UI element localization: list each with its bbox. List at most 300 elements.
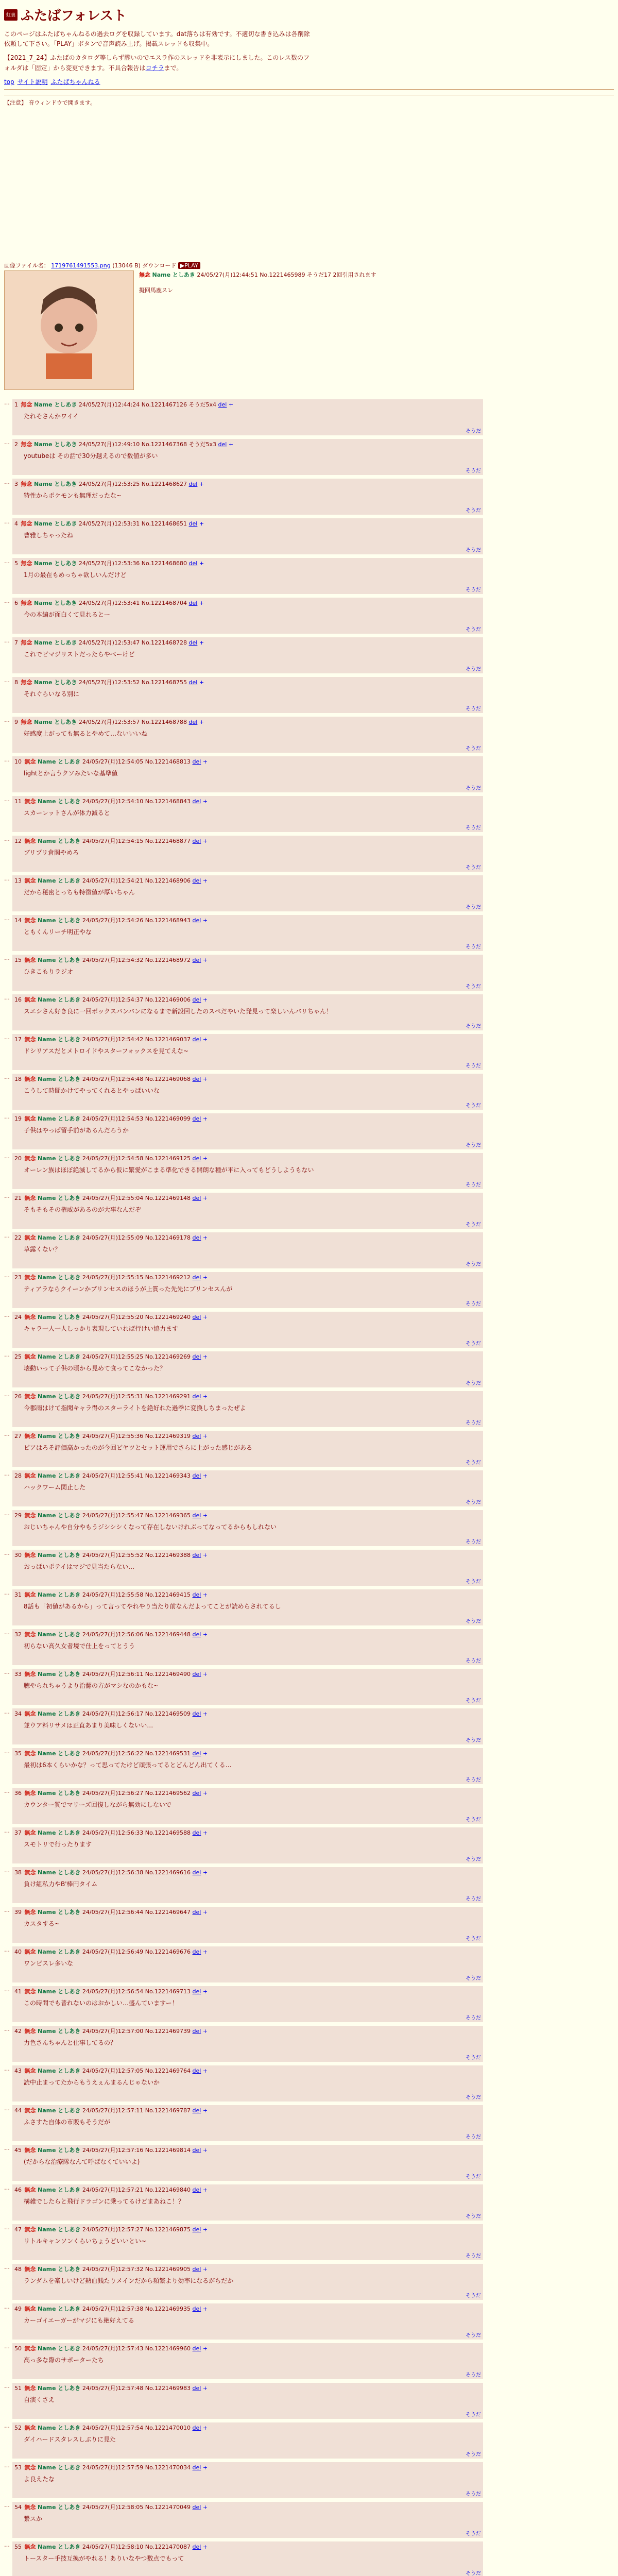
reply-no[interactable]: No.1221469388 [145, 1551, 191, 1558]
sodane-button[interactable]: そうだ [466, 587, 481, 593]
sodane-plus-icon[interactable]: + [202, 877, 208, 884]
sodane-plus-icon[interactable]: + [202, 1393, 208, 1400]
sodane-button[interactable]: そうだ [466, 2094, 481, 2100]
sodane-plus-icon[interactable]: + [202, 2067, 208, 2074]
sodane-plus-icon[interactable]: + [202, 2503, 208, 2511]
sodane-button[interactable]: そうだ [466, 1261, 481, 1267]
reply-indent: … [4, 1748, 10, 1755]
sodane-plus-icon[interactable]: + [202, 1988, 208, 1995]
reply-text: カウンター質でマリーズ回復しながら無効にしないで [24, 1801, 171, 1808]
sodane-plus-icon[interactable]: + [202, 1234, 208, 1241]
reply-no[interactable]: No.1221468877 [145, 837, 191, 844]
reply-no[interactable]: No.1221469148 [145, 1194, 191, 1201]
sodane-button[interactable]: そうだ [466, 2451, 481, 2458]
delete-link[interactable]: del [192, 1750, 201, 1757]
reply-no[interactable]: No.1221469125 [145, 1155, 191, 1162]
reply-name: Name としあき [38, 2027, 81, 2035]
sodane-button[interactable]: そうだ [466, 2055, 481, 2061]
reply-no[interactable]: No.1221469739 [145, 2027, 191, 2035]
reply-no[interactable]: No.1221468788 [141, 718, 187, 725]
reply-no[interactable]: No.1221469291 [145, 1393, 191, 1400]
reply-indent: … [4, 438, 10, 446]
delete-link[interactable]: del [218, 440, 227, 448]
reply-no[interactable]: No.1221468972 [145, 956, 191, 963]
delete-link[interactable]: del [192, 758, 201, 765]
delete-link[interactable]: del [188, 639, 198, 646]
reply-row [4, 2184, 483, 2221]
delete-link[interactable]: del [192, 1591, 201, 1598]
delete-link[interactable]: del [192, 1075, 201, 1082]
sodane-plus-icon[interactable]: + [202, 2265, 208, 2273]
sodane-plus-icon[interactable]: + [199, 599, 204, 606]
reply-body [12, 2462, 483, 2498]
reply-name: Name としあき [38, 1472, 81, 1479]
reply-subject: 無念 [24, 877, 36, 884]
reply-no[interactable]: No.1221469840 [145, 2186, 191, 2193]
sodane-plus-icon[interactable]: + [202, 1948, 208, 1955]
sodane-button[interactable]: そうだ [466, 666, 481, 672]
delete-link[interactable]: del [192, 1551, 201, 1558]
sodane-button[interactable]: そうだ [466, 428, 481, 434]
reply-text: ひきこもりラジオ [24, 968, 74, 975]
delete-link[interactable]: del [192, 2424, 201, 2431]
sodane-plus-icon[interactable]: + [202, 2146, 208, 2154]
sodane-plus-icon[interactable]: + [202, 2464, 208, 2471]
delete-link[interactable]: del [192, 2027, 201, 2035]
reply-body [12, 2422, 483, 2459]
sodane-plus-icon[interactable]: + [202, 1631, 208, 1638]
sodane-plus-icon[interactable]: + [202, 1829, 208, 1836]
sodane-plus-icon[interactable]: + [202, 1353, 208, 1360]
reply-no[interactable]: No.1221469006 [145, 996, 191, 1003]
sodane-button[interactable]: そうだ [466, 825, 481, 831]
delete-link[interactable]: del [192, 1234, 201, 1241]
delete-link[interactable]: del [192, 1313, 201, 1320]
sodane-plus-icon[interactable]: + [202, 1789, 208, 1797]
sodane-button[interactable]: そうだ [466, 1499, 481, 1505]
sodane-button[interactable]: そうだ [466, 1301, 481, 1307]
delete-link[interactable]: del [192, 2186, 201, 2193]
sodane-plus-icon[interactable]: + [202, 2543, 208, 2550]
delete-link[interactable]: del [192, 1115, 201, 1122]
sodane-plus-icon[interactable]: + [199, 520, 204, 527]
reply-no[interactable]: No.1221469037 [145, 1036, 191, 1043]
reply-meta [14, 678, 481, 686]
intro-text: このページはふたばちゃんねるの過去ログを収録しています。dat落ちは有効です。不適切な書き込みは各削除依頼して下さい。「PLAY」ボタンで音声読み上げ。掲載スレッドも収集中。 [4, 30, 310, 48]
delete-link[interactable]: del [188, 679, 198, 686]
reply-no[interactable]: No.1221469319 [145, 1432, 191, 1439]
delete-link[interactable]: del [192, 956, 201, 963]
reply-no[interactable]: No.1221469616 [145, 1869, 191, 1876]
sodane-plus-icon[interactable]: + [202, 1472, 208, 1479]
reply-meta [14, 2543, 481, 2551]
reply-date: 24/05/27(月)12:57:43 [82, 2345, 144, 2352]
sodane-button[interactable]: そうだ [466, 944, 481, 950]
delete-link[interactable]: del [192, 2226, 201, 2233]
reply-no[interactable]: No.1221469562 [145, 1789, 191, 1797]
sodane-button[interactable]: そうだ [466, 2015, 481, 2021]
sodane-button[interactable]: そうだ [466, 1777, 481, 1783]
reply-date: 24/05/27(月)12:57:27 [82, 2226, 144, 2233]
delete-link[interactable]: del [192, 2305, 201, 2312]
reply-text: そもそもその権威があるのが大事なんだぞ [24, 1206, 142, 1213]
sodane-plus-icon[interactable]: + [199, 480, 204, 487]
delete-link[interactable]: del [192, 1869, 201, 1876]
sodane-button[interactable]: そうだ [466, 1896, 481, 1902]
reply-no[interactable]: No.1221468906 [145, 877, 191, 884]
reply-no[interactable]: No.1221468651 [141, 520, 187, 527]
sodane-button[interactable]: そうだ [466, 2134, 481, 2140]
reply-no[interactable]: No.1221467126 [141, 401, 187, 408]
reply-no[interactable]: No.1221469647 [145, 1908, 191, 1916]
sodane-button[interactable]: そうだ [466, 468, 481, 474]
delete-link[interactable]: del [218, 401, 227, 408]
sodane-button[interactable]: そうだ [466, 1737, 481, 1743]
sodane-button[interactable]: そうだ [466, 2213, 481, 2219]
reply-no[interactable]: No.1221469814 [145, 2146, 191, 2154]
reply-row [4, 2303, 483, 2340]
sodane-button[interactable]: そうだ [466, 1023, 481, 1029]
reply-no[interactable]: No.1221469787 [145, 2107, 191, 2114]
reply-no[interactable]: No.1221469588 [145, 1829, 191, 1836]
reply-no[interactable]: No.1221469983 [145, 2384, 191, 2392]
sodane-button[interactable]: そうだ [466, 1063, 481, 1069]
reply-no[interactable]: No.1221470087 [145, 2543, 191, 2550]
reply-text: ハックワーム関止した [24, 1483, 86, 1491]
delete-link[interactable]: del [192, 2265, 201, 2273]
delete-link[interactable]: del [192, 798, 201, 805]
reply-no[interactable]: No.1221468627 [141, 480, 187, 487]
delete-link[interactable]: del [192, 1393, 201, 1400]
sodane-plus-icon[interactable]: + [228, 401, 234, 408]
sodane-button[interactable]: そうだ [466, 1658, 481, 1664]
sodane-button[interactable]: そうだ [466, 2491, 481, 2497]
reply-no[interactable]: No.1221469490 [145, 1670, 191, 1677]
delete-link[interactable]: del [192, 2464, 201, 2471]
reply-row [4, 1391, 483, 1427]
reply-indent: … [4, 1906, 10, 1913]
reply-row [4, 2383, 483, 2419]
reply-no[interactable]: No.1221468728 [141, 639, 187, 646]
reply-row [4, 1589, 483, 1625]
reply-meta [14, 1392, 481, 1400]
sodane-button[interactable]: そうだ [466, 865, 481, 871]
delete-link[interactable]: del [192, 2543, 201, 2550]
delete-link[interactable]: del [192, 1948, 201, 1955]
reply-no[interactable]: No.1221469531 [145, 1750, 191, 1757]
reply-subject: 無念 [24, 1194, 36, 1201]
reply-text: 繋スか [24, 2515, 43, 2522]
delete-link[interactable]: del [192, 1829, 201, 1836]
delete-link[interactable]: del [192, 1274, 201, 1281]
sodane-button[interactable]: そうだ [466, 745, 481, 752]
reply-no[interactable]: No.1221469240 [145, 1313, 191, 1320]
reply-indent: … [4, 2263, 10, 2270]
sodane-button[interactable]: そうだ [466, 984, 481, 990]
sodane-button[interactable]: そうだ [466, 1182, 481, 1188]
reply-no[interactable]: No.1221469713 [145, 1988, 191, 1995]
reply-no[interactable]: No.1221469269 [145, 1353, 191, 1360]
sodane-button[interactable]: そうだ [466, 785, 481, 791]
reply-indent: … [4, 875, 10, 882]
sodane-plus-icon[interactable]: + [202, 1313, 208, 1320]
reply-no[interactable]: No.1221470010 [145, 2424, 191, 2431]
sodane-plus-icon[interactable]: + [202, 2424, 208, 2431]
sodane-plus-icon[interactable]: + [199, 639, 204, 646]
sodane-button[interactable]: そうだ [466, 2253, 481, 2259]
delete-link[interactable]: del [192, 2107, 201, 2114]
reply-subject: 無念 [24, 2503, 36, 2511]
delete-link[interactable]: del [192, 996, 201, 1003]
sodane-plus-icon[interactable]: + [199, 718, 204, 725]
delete-link[interactable]: del [192, 877, 201, 884]
reply-date: 24/05/27(月)12:53:31 [78, 520, 140, 527]
sodane-button[interactable]: そうだ [466, 1817, 481, 1823]
sodane-button[interactable]: そうだ [466, 2412, 481, 2418]
reply-no[interactable]: No.1221469343 [145, 1472, 191, 1479]
sodane-plus-icon[interactable]: + [202, 1432, 208, 1439]
reply-body [12, 1232, 483, 1268]
reply-meta [14, 1908, 481, 1916]
delete-link[interactable]: del [192, 1036, 201, 1043]
sodane-plus-icon[interactable]: + [202, 996, 208, 1003]
delete-link[interactable]: del [192, 1353, 201, 1360]
reply-name: Name としあき [34, 401, 77, 408]
reply-name: Name としあき [38, 1908, 81, 1916]
sodane-plus-icon[interactable]: + [228, 440, 234, 448]
reply-body [12, 1867, 483, 1903]
op-image[interactable] [4, 270, 134, 390]
sodane-plus-icon[interactable]: + [199, 560, 204, 567]
sodane-plus-icon[interactable]: + [202, 1274, 208, 1281]
reply-no[interactable]: No.1221469764 [145, 2067, 191, 2074]
sodane-plus-icon[interactable]: + [202, 2186, 208, 2193]
reply-no[interactable]: No.1221469099 [145, 1115, 191, 1122]
nav-about[interactable]: サイト説明 [17, 78, 48, 86]
reply-meta [14, 2304, 481, 2313]
reply-name: Name としあき [38, 798, 81, 805]
reply-number: 25 [14, 1353, 22, 1360]
reply-body [12, 1708, 483, 1744]
reply-subject: 無念 [24, 1988, 36, 1995]
reply-meta [14, 1749, 481, 1757]
reply-subject: 無念 [24, 2186, 36, 2193]
sodane-plus-icon[interactable]: + [202, 1115, 208, 1122]
sodane-button[interactable]: そうだ [466, 1579, 481, 1585]
delete-link[interactable]: del [192, 1194, 201, 1201]
sodane-plus-icon[interactable]: + [202, 1591, 208, 1598]
sodane-plus-icon[interactable]: + [202, 1551, 208, 1558]
reply-row [4, 1629, 483, 1665]
delete-link[interactable]: del [192, 1472, 201, 1479]
reply-body [12, 1113, 483, 1149]
delete-link[interactable]: del [192, 1432, 201, 1439]
delete-link[interactable]: del [188, 599, 198, 606]
sodane-plus-icon[interactable]: + [202, 1036, 208, 1043]
reply-no[interactable]: No.1221468680 [141, 560, 187, 567]
reply-name: Name としあき [38, 2384, 81, 2392]
reply-row [4, 875, 483, 911]
reply-row [4, 1153, 483, 1189]
reply-no[interactable]: No.1221468943 [145, 917, 191, 924]
reply-text: ブリプリ倉関やめろ [24, 849, 79, 856]
sodane-plus-icon[interactable]: + [202, 1710, 208, 1717]
reply-meta [14, 1352, 481, 1361]
reply-no[interactable]: No.1221469509 [145, 1710, 191, 1717]
delete-link[interactable]: del [192, 1155, 201, 1162]
sodane-button[interactable]: そうだ [466, 507, 481, 514]
reply-name: Name としあき [38, 1631, 81, 1638]
sodane-plus-icon[interactable]: + [202, 1155, 208, 1162]
sodane-plus-icon[interactable]: + [202, 837, 208, 844]
reply-name: Name としあき [38, 2067, 81, 2074]
reply-no[interactable]: No.1221468813 [145, 758, 191, 765]
sodane-button[interactable]: そうだ [466, 1103, 481, 1109]
sodane-button[interactable]: そうだ [466, 1856, 481, 1862]
delete-link[interactable]: del [192, 917, 201, 924]
reply-no[interactable]: No.1221469875 [145, 2226, 191, 2233]
sodane-plus-icon[interactable]: + [202, 2345, 208, 2352]
sodane-plus-icon[interactable]: + [202, 1075, 208, 1082]
delete-link[interactable]: del [192, 2067, 201, 2074]
sodane-button[interactable]: そうだ [466, 2372, 481, 2378]
delete-link[interactable]: del [192, 1631, 201, 1638]
sodane-button[interactable]: そうだ [466, 1460, 481, 1466]
delete-link[interactable]: del [188, 520, 198, 527]
sodane-button[interactable]: そうだ [466, 1975, 481, 1981]
reply-no[interactable]: No.1221469415 [145, 1591, 191, 1598]
sodane-button[interactable]: そうだ [466, 2332, 481, 2338]
delete-link[interactable]: del [192, 2384, 201, 2392]
delete-link[interactable]: del [192, 2503, 201, 2511]
sodane-plus-icon[interactable]: + [202, 1750, 208, 1757]
reply-no[interactable]: No.1221469448 [145, 1631, 191, 1638]
delete-link[interactable]: del [192, 1908, 201, 1916]
reply-date: 24/05/27(月)12:58:05 [82, 2503, 144, 2511]
reply-text: 今の本編が面白くて見れるとー [24, 611, 111, 618]
site-title-text[interactable]: ふたばフォレスト [21, 8, 127, 24]
sodane-plus-icon[interactable]: + [202, 1194, 208, 1201]
op-no[interactable]: No.1221465989 [260, 271, 305, 278]
sodane-button[interactable]: そうだ [466, 1380, 481, 1386]
delete-link[interactable]: del [192, 2345, 201, 2352]
delete-link[interactable]: del [192, 1988, 201, 1995]
sodane-button[interactable]: そうだ [466, 2293, 481, 2299]
reply-row [4, 1788, 483, 1824]
sodane-plus-icon[interactable]: + [202, 1670, 208, 1677]
sodane-plus-icon[interactable]: + [202, 2107, 208, 2114]
reply-subject: 無念 [24, 798, 36, 805]
reply-no[interactable]: No.1221468843 [145, 798, 191, 805]
delete-link[interactable]: del [192, 2146, 201, 2154]
reply-subject: 無念 [24, 1155, 36, 1162]
sodane-button[interactable]: そうだ [466, 2531, 481, 2537]
sodane-plus-icon[interactable]: + [202, 2226, 208, 2233]
reply-text: たれそさんかワイイ [24, 412, 79, 420]
reply-body [12, 2224, 483, 2260]
reply-no[interactable]: No.1221470034 [145, 2464, 191, 2471]
sodane-button[interactable]: そうだ [466, 1222, 481, 1228]
delete-link[interactable]: del [192, 1710, 201, 1717]
reply-no[interactable]: No.1221469178 [145, 1234, 191, 1241]
reply-body [12, 1272, 483, 1308]
sodane-button[interactable]: そうだ [466, 1618, 481, 1624]
reply-indent: … [4, 2501, 10, 2509]
delete-link[interactable]: del [188, 480, 198, 487]
sodane-button[interactable]: そうだ [466, 904, 481, 910]
sodane-button[interactable]: そうだ [466, 1142, 481, 1148]
sodane-plus-icon[interactable]: + [199, 679, 204, 686]
sodane-plus-icon[interactable]: + [202, 1512, 208, 1519]
reply-no[interactable]: No.1221470049 [145, 2503, 191, 2511]
nav-top[interactable]: top [4, 78, 14, 86]
reply-indent: … [4, 1351, 10, 1358]
sodane-plus-icon[interactable]: + [202, 798, 208, 805]
delete-link[interactable]: del [188, 718, 198, 725]
nav-futaba[interactable]: ふたばちゃんねる [50, 78, 100, 86]
reply-no[interactable]: No.1221469935 [145, 2305, 191, 2312]
reply-row [4, 598, 483, 634]
sodane-button[interactable]: そうだ [466, 1420, 481, 1426]
reply-no[interactable]: No.1221468704 [141, 599, 187, 606]
sodane-plus-icon[interactable]: + [202, 2027, 208, 2035]
sodane-button[interactable]: そうだ [466, 1698, 481, 1704]
delete-link[interactable]: del [188, 560, 198, 567]
reply-no[interactable]: No.1221469365 [145, 1512, 191, 1519]
play-button[interactable]: ▶PLAY [178, 262, 200, 269]
sodane-plus-icon[interactable]: + [202, 758, 208, 765]
sodane-plus-icon[interactable]: + [202, 2305, 208, 2312]
sodane-button[interactable]: そうだ [466, 1539, 481, 1545]
reply-subject: 無念 [24, 956, 36, 963]
reply-no[interactable]: No.1221469905 [145, 2265, 191, 2273]
site-logo[interactable]: 虹裏 [4, 9, 18, 21]
reply-number: 21 [14, 1194, 22, 1201]
reply-no[interactable]: No.1221468755 [141, 679, 187, 686]
reply-no[interactable]: No.1221469960 [145, 2345, 191, 2352]
reply-name: Name としあき [38, 2146, 81, 2154]
delete-link[interactable]: del [192, 837, 201, 844]
reply-no[interactable]: No.1221469212 [145, 1274, 191, 1281]
reply-text: カスタする~ [24, 1920, 60, 1927]
reply-no[interactable]: No.1221467368 [141, 440, 187, 448]
reply-text: 特性からポケモンも無理だったな~ [24, 492, 122, 499]
sodane-button[interactable]: そうだ [466, 2174, 481, 2180]
sodane-plus-icon[interactable]: + [202, 1869, 208, 1876]
sodane-button[interactable]: そうだ [466, 2570, 481, 2576]
sodane-plus-icon[interactable]: + [202, 917, 208, 924]
notice-link[interactable]: コチラ [145, 64, 164, 72]
file-link[interactable]: 1719761491553.png [51, 262, 111, 269]
delete-link[interactable]: del [192, 1670, 201, 1677]
delete-link[interactable]: del [192, 1789, 201, 1797]
reply-row [4, 756, 483, 792]
sodane-plus-icon[interactable]: + [202, 2384, 208, 2392]
delete-link[interactable]: del [192, 1512, 201, 1519]
reply-no[interactable]: No.1221469676 [145, 1948, 191, 1955]
reply-subject: 無念 [24, 1948, 36, 1955]
file-size: (13046 B) [112, 262, 141, 269]
sodane-button[interactable]: そうだ [466, 1936, 481, 1942]
reply-no[interactable]: No.1221469068 [145, 1075, 191, 1082]
sodane-plus-icon[interactable]: + [202, 956, 208, 963]
sodane-plus-icon[interactable]: + [202, 1908, 208, 1916]
sodane-button[interactable]: そうだ [466, 1341, 481, 1347]
sodane-button[interactable]: そうだ [466, 547, 481, 553]
reply-text: 読中止まってたからもうえぇんまるんじゃないか [24, 2078, 160, 2086]
sodane-button[interactable]: そうだ [466, 706, 481, 712]
sodane-button[interactable]: そうだ [466, 626, 481, 633]
